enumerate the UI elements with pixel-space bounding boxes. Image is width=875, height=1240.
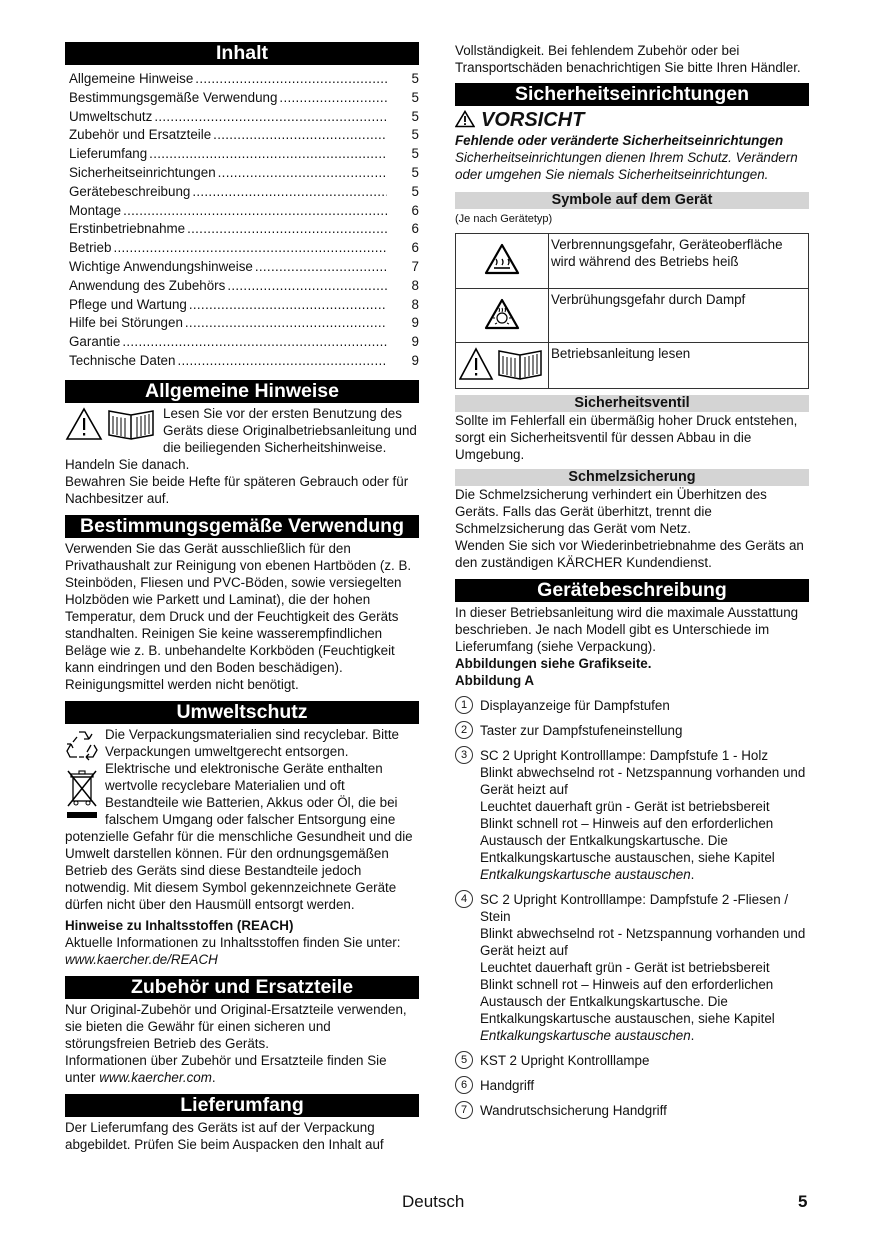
right-column bbox=[455, 42, 809, 1119]
toc-entry-page: 9 bbox=[411, 315, 419, 331]
subheading-symbole: Symbole auf dem Gerät bbox=[455, 192, 809, 209]
toc-entry-label: Zubehör und Ersatzteile bbox=[69, 127, 212, 143]
component-line-text: SC 2 Upright Kontrolllampe: Dampfstufe 1 - Holz bbox=[480, 748, 769, 763]
toc-leader-dots bbox=[192, 183, 387, 202]
umwelt-paragraph-1: Die Verpackungsmaterialien sind recyclebar. Bitte Verpackungen umweltgerecht entsorgen. bbox=[105, 726, 399, 759]
toc-entry-page: 7 bbox=[411, 258, 419, 274]
section-heading-geraetebeschreibung: Gerätebeschreibung bbox=[455, 579, 809, 602]
lieferumfang-paragraph: Der Lieferumfang des Geräts ist auf der Verpackung abgebildet. Prüfen Sie beim Auspacken den Inhalt auf bbox=[65, 1119, 384, 1152]
chapter-reference-end: . bbox=[690, 1028, 695, 1043]
component-line-text: Blinkt abwechselnd rot - Netzspannung vorhanden und Gerät heizt auf bbox=[480, 926, 806, 958]
toc-entry-label: Hilfe bei Störungen bbox=[69, 315, 183, 331]
toc-entry[interactable] bbox=[69, 333, 419, 352]
toc-leader-dots bbox=[113, 239, 387, 258]
component-line bbox=[480, 1077, 809, 1094]
symbol-text: Verbrennungsgefahr, Geräteoberfläche wird während des Betriebs heiß bbox=[549, 234, 809, 289]
component-number-badge: 2 bbox=[455, 721, 473, 739]
component-line bbox=[480, 815, 809, 883]
geraet-bold-2: Abbildung A bbox=[455, 673, 535, 688]
toc-entry-label: Anwendung des Zubehörs bbox=[69, 277, 226, 293]
component-number-badge: 3 bbox=[455, 746, 473, 764]
component-item bbox=[455, 1077, 809, 1094]
toc-entry-page: 5 bbox=[411, 127, 419, 143]
toc-entry-page: 6 bbox=[411, 221, 419, 237]
symbol-row bbox=[456, 234, 809, 289]
allgemeine-paragraph-2: Bewahren Sie beide Hefte für späteren Gebrauch oder für Nachbesitzer auf. bbox=[65, 473, 409, 506]
toc-entry[interactable] bbox=[69, 164, 419, 183]
component-line-text: Blinkt schnell rot – Hinweis auf den erforderlichen Austausch der Entkalkungskartusche. Die Entkalkungskartusche austauschen, siehe Kapitel bbox=[480, 816, 775, 865]
toc-entry[interactable] bbox=[69, 220, 419, 239]
chapter-reference[interactable]: Entkalkungskartusche austauschen bbox=[480, 1028, 691, 1043]
umwelt-paragraph-2: Elektrische und elektronische Geräte enthalten wertvolle recyclebare Materialien und oft Bestandteile wie Batterien, Akkus oder Öl, die bei falschem Umgang oder falscher Entsorgung eine potenzielle Gefahr für die menschliche Gesundheit und die Umwelt darstellen können. Für den ordnungsgemäßen Betrieb des Geräts sind diese Bestandteile jedoch notwendig. Mit diesem Symbol gekennzeichnete Geräte dürfen nicht über den Hausmüll entsorgt werden. bbox=[65, 760, 413, 912]
toc-entry[interactable] bbox=[69, 145, 419, 164]
component-item bbox=[455, 1052, 809, 1069]
toc-leader-dots bbox=[189, 296, 387, 315]
toc-entry-label: Erstinbetriebnahme bbox=[69, 221, 186, 237]
toc-leader-dots bbox=[122, 333, 387, 352]
geraet-bold-1: Abbildungen siehe Grafikseite. bbox=[455, 656, 652, 671]
zubehoer-paragraph-1: Nur Original-Zubehör und Original-Ersatzteile verwenden, sie bieten die Gewähr für einen sicheren und störungsfreien Betrieb des Geräts. bbox=[65, 1001, 407, 1051]
reach-link[interactable]: www.kaercher.de/REACH bbox=[65, 951, 218, 967]
reach-paragraph bbox=[65, 934, 419, 968]
toc-entry-page: 5 bbox=[411, 108, 419, 124]
reach-text: Aktuelle Informationen zu Inhaltsstoffen finden Sie unter: bbox=[65, 934, 401, 950]
component-description bbox=[480, 697, 809, 714]
toc-entry-label: Gerätebeschreibung bbox=[69, 183, 191, 199]
component-line-text: KST 2 Upright Kontrolllampe bbox=[480, 1053, 650, 1068]
component-description bbox=[480, 1102, 809, 1119]
toc-entry[interactable] bbox=[69, 126, 419, 145]
reach-heading: Hinweise zu Inhaltsstoffen (REACH) bbox=[65, 917, 294, 933]
toc-entry[interactable] bbox=[69, 108, 419, 127]
toc-leader-dots bbox=[123, 202, 387, 221]
component-line bbox=[480, 976, 809, 1044]
toc-entry-page: 6 bbox=[411, 202, 419, 218]
toc-entry-page: 5 bbox=[411, 146, 419, 162]
table-of-contents bbox=[69, 70, 419, 371]
toc-entry-page: 8 bbox=[411, 277, 419, 293]
geraet-paragraph: In dieser Betriebsanleitung wird die maximale Ausstattung beschrieben. Je nach Modell gibt es Unterschiede im Lieferumfang (siehe Verpackung). bbox=[455, 605, 799, 654]
caution-triangle-icon bbox=[455, 110, 475, 131]
component-item bbox=[455, 722, 809, 739]
caution-text: Sicherheitseinrichtungen dienen Ihrem Schutz. Verändern oder umgehen Sie niemals Sicherheitseinrichtungen. bbox=[455, 150, 798, 182]
component-line bbox=[480, 925, 809, 959]
component-number-badge: 4 bbox=[455, 890, 473, 908]
component-number-badge: 1 bbox=[455, 696, 473, 714]
toc-entry-label: Umweltschutz bbox=[69, 108, 153, 124]
toc-entry[interactable] bbox=[69, 314, 419, 333]
zubehoer-paragraph-2 bbox=[65, 1052, 419, 1086]
component-line bbox=[480, 798, 809, 815]
component-description bbox=[480, 1077, 809, 1094]
component-item bbox=[455, 1102, 809, 1119]
allgemeine-paragraph-1: Lesen Sie vor der ersten Benutzung des Geräts diese Originalbetriebsanleitung und die beiliegenden Sicherheitshinweise. Handeln Sie danach. bbox=[65, 405, 417, 472]
caution-heading bbox=[455, 108, 809, 132]
toc-entry-label: Allgemeine Hinweise bbox=[69, 71, 194, 86]
symbols-table bbox=[455, 233, 809, 389]
toc-leader-dots bbox=[213, 126, 387, 145]
component-item bbox=[455, 697, 809, 714]
component-line bbox=[480, 1052, 809, 1069]
toc-entry[interactable] bbox=[69, 183, 419, 202]
component-line-text: Displayanzeige für Dampfstufen bbox=[480, 698, 670, 713]
toc-leader-dots bbox=[177, 352, 387, 371]
component-line bbox=[480, 747, 809, 764]
caution-subtitle: Fehlende oder veränderte Sicherheitseinrichtungen bbox=[455, 133, 784, 148]
toc-entry[interactable] bbox=[69, 277, 419, 296]
chapter-reference[interactable]: Entkalkungskartusche austauschen bbox=[480, 867, 691, 882]
toc-entry[interactable] bbox=[69, 239, 419, 258]
zubehoer-text-end: . bbox=[211, 1069, 216, 1085]
toc-leader-dots bbox=[255, 258, 387, 277]
component-number-badge: 6 bbox=[455, 1076, 473, 1094]
component-line bbox=[480, 697, 809, 714]
steam-warning-icon bbox=[456, 289, 549, 343]
zubehoer-text: Informationen über Zubehör und Ersatzteile finden Sie unter bbox=[65, 1052, 387, 1085]
schmelzsicherung-paragraph-2: Wenden Sie sich vor Wiederinbetriebnahme des Geräts an den zuständigen KÄRCHER Kundendienst. bbox=[455, 538, 804, 570]
footer-language: Deutsch bbox=[402, 1192, 465, 1211]
toc-entry-page: 8 bbox=[411, 296, 419, 312]
schmelzsicherung-paragraph-1: Die Schmelzsicherung verhindert ein Überhitzen des Geräts. Falls das Gerät überhitzt, trennt die Schmelzsicherung das Gerät vom Netz. bbox=[455, 487, 767, 536]
component-line-text: Blinkt abwechselnd rot - Netzspannung vorhanden und Gerät heizt auf bbox=[480, 765, 806, 797]
toc-entry[interactable] bbox=[69, 258, 419, 277]
component-line-text: Leuchtet dauerhaft grün - Gerät ist betriebsbereit bbox=[480, 960, 770, 975]
component-number-badge: 7 bbox=[455, 1101, 473, 1119]
hot-surface-warning-icon bbox=[456, 234, 549, 289]
subheading-schmelzsicherung: Schmelzsicherung bbox=[455, 469, 809, 486]
toc-entry-page: 5 bbox=[411, 89, 419, 105]
toc-entry[interactable] bbox=[69, 352, 419, 371]
chapter-reference-end: . bbox=[690, 867, 695, 882]
section-heading-sicherheitseinrichtungen: Sicherheitseinrichtungen bbox=[455, 83, 809, 106]
symbol-row bbox=[456, 289, 809, 343]
component-line bbox=[480, 891, 809, 925]
caution-label: VORSICHT bbox=[481, 108, 585, 131]
component-line bbox=[480, 959, 809, 976]
toc-entry-page: 5 bbox=[411, 183, 419, 199]
component-line bbox=[480, 764, 809, 798]
toc-entry-page: 9 bbox=[411, 352, 419, 368]
component-item bbox=[455, 891, 809, 1044]
toc-entry-page: 5 bbox=[411, 71, 419, 86]
toc-leader-dots bbox=[195, 70, 387, 89]
component-list bbox=[455, 697, 809, 1119]
toc-entry-page: 9 bbox=[411, 334, 419, 350]
toc-leader-dots bbox=[149, 145, 387, 164]
component-line-text: Blinkt schnell rot – Hinweis auf den erforderlichen Austausch der Entkalkungskartusche. Die Entkalkungskartusche austauschen, siehe Kapitel bbox=[480, 977, 775, 1026]
toc-leader-dots bbox=[185, 314, 387, 333]
section-heading-lieferumfang: Lieferumfang bbox=[65, 1094, 419, 1117]
toc-entry-label: Wichtige Anwendungshinweise bbox=[69, 258, 253, 274]
section-heading-bestimmungsgemaesse-verwendung: Bestimmungsgemäße Verwendung bbox=[65, 515, 419, 538]
toc-entry[interactable] bbox=[69, 202, 419, 221]
toc-entry-label: Technische Daten bbox=[69, 352, 176, 368]
bestimmung-paragraph-1: Verwenden Sie das Gerät ausschließlich für den Privathaushalt zur Reinigung von ebenen Hartböden (z. B. Steinböden, Fliesen und PVC-Böden, sowie versiegelten Holzböden wie Parkett und Laminat), die der hohen Temperatur, dem Druck und der Feuchtigkeit des Geräts standhalten. Reinigen Sie keine wasserempfindlichen Beläge wie z. B. unbehandelte Korkböden (Feuchtigkeit kann eindringen und den Boden beschädigen). bbox=[65, 540, 412, 675]
kaercher-link[interactable]: www.kaercher.com bbox=[99, 1069, 212, 1085]
component-description bbox=[480, 1052, 809, 1069]
toc-entry-label: Betrieb bbox=[69, 240, 112, 256]
symbol-text: Verbrühungsgefahr durch Dampf bbox=[549, 289, 809, 343]
toc-leader-dots bbox=[279, 89, 387, 108]
component-line-text: Leuchtet dauerhaft grün - Gerät ist betriebsbereit bbox=[480, 799, 770, 814]
toc-entry-label: Sicherheitseinrichtungen bbox=[69, 164, 216, 180]
toc-leader-dots bbox=[227, 277, 387, 296]
read-manual-icon bbox=[456, 343, 549, 389]
toc-leader-dots bbox=[154, 108, 387, 127]
toc-entry-page: 6 bbox=[411, 240, 419, 256]
symbol-text: Betriebsanleitung lesen bbox=[549, 343, 809, 389]
toc-entry-page: 5 bbox=[411, 164, 419, 180]
section-heading-inhalt: Inhalt bbox=[65, 42, 419, 65]
toc-entry-label: Pflege und Wartung bbox=[69, 296, 187, 312]
component-line-text: Taster zur Dampfstufeneinstellung bbox=[480, 723, 683, 738]
component-description bbox=[480, 722, 809, 739]
component-line-text: SC 2 Upright Kontrolllampe: Dampfstufe 2 -Fliesen / Stein bbox=[480, 892, 789, 924]
symbol-row bbox=[456, 343, 809, 389]
left-column bbox=[65, 42, 419, 1153]
toc-leader-dots bbox=[218, 164, 387, 183]
toc-entry-label: Garantie bbox=[69, 334, 121, 350]
toc-entry-label: Lieferumfang bbox=[69, 146, 148, 162]
bestimmung-paragraph-2: Reinigungsmittel werden nicht benötigt. bbox=[65, 676, 299, 692]
component-line-text: Handgriff bbox=[480, 1078, 535, 1093]
component-number-badge: 5 bbox=[455, 1051, 473, 1069]
toc-entry[interactable] bbox=[69, 296, 419, 315]
subheading-sicherheitsventil: Sicherheitsventil bbox=[455, 395, 809, 412]
component-description bbox=[480, 747, 809, 883]
recycling-icon bbox=[65, 728, 99, 766]
component-item bbox=[455, 747, 809, 883]
component-line bbox=[480, 722, 809, 739]
toc-leader-dots bbox=[187, 220, 387, 239]
component-description bbox=[480, 891, 809, 1044]
sicherheitsventil-text: Sollte im Fehlerfall ein übermäßig hoher Druck entstehen, sorgt ein Sicherheitsventil für dessen Abbau in die Umgebung. bbox=[455, 413, 798, 462]
toc-entry[interactable] bbox=[69, 70, 419, 89]
component-line bbox=[480, 1102, 809, 1119]
component-line-text: Wandrutschsicherung Handgriff bbox=[480, 1103, 667, 1118]
footer-page-number: 5 bbox=[798, 1192, 808, 1211]
warning-read-manual-icon bbox=[65, 407, 157, 445]
symbole-note: (Je nach Gerätetyp) bbox=[455, 213, 553, 225]
section-heading-zubehoer-und-ersatzteile: Zubehör und Ersatzteile bbox=[65, 976, 419, 999]
toc-entry[interactable] bbox=[69, 89, 419, 108]
section-heading-allgemeine-hinweise: Allgemeine Hinweise bbox=[65, 380, 419, 403]
section-heading-umweltschutz: Umweltschutz bbox=[65, 701, 419, 724]
toc-entry-label: Bestimmungsgemäße Verwendung bbox=[69, 89, 278, 105]
toc-entry-label: Montage bbox=[69, 202, 122, 218]
weee-crossed-bin-icon bbox=[65, 768, 99, 824]
lieferumfang-paragraph-continued: Vollständigkeit. Bei fehlendem Zubehör oder bei Transportschäden benachrichtigen Sie bitte Ihren Händler. bbox=[455, 43, 801, 75]
